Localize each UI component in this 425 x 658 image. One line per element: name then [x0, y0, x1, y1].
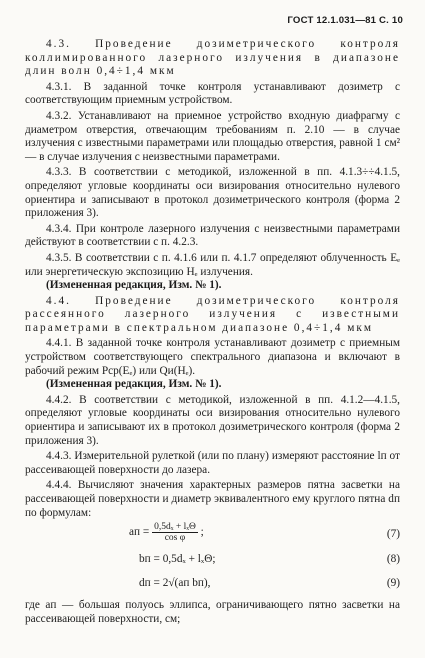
formula-9-number: (9) [386, 577, 400, 590]
amendment-note-2: (Измененная редакция, Изм. № 1). [46, 378, 222, 391]
formula-7-tail: ; [200, 526, 204, 539]
document-body [25, 38, 400, 626]
paragraph-4-4-1: 4.4.1. В заданной точке контроля устанавливают дозиметр с приемным устройством соответствующего спектрального диапазона и включают в рабочий режим Pср(Eₑ) или Qи(Hₑ). [25, 337, 400, 377]
formula-7-numerator: 0,5dₓ + lₓΘ [154, 522, 196, 533]
formula-9-body: dп = 2√(aп bп), [139, 577, 211, 590]
paragraph-4-4-3: 4.4.3. Измерительной рулеткой (или по плану) измеряют расстояние lп от рассеивающей поверхности до лазера. [25, 450, 400, 476]
formula-8 [25, 550, 400, 572]
formula-8-number: (8) [386, 553, 400, 566]
definition-where: где aп — большая полуось эллипса, ограничивающего пятно засветки на рассеивающей поверхности, см; [25, 599, 400, 625]
formula-9 [25, 574, 400, 596]
paragraph-4-3-4: 4.3.4. При контроле лазерного излучения с неизвестными параметрами действуют в соответствии с п. 4.2.3. [25, 222, 400, 249]
paragraph-4-3-5: 4.3.5. В соответствии с п. 4.1.6 или п. 4.1.7 определяют облученность Eₑ или энергетическую экспозицию Hₑ излучения. [25, 251, 400, 278]
formula-7-denominator: cos φ [164, 533, 186, 544]
page-header: ГОСТ 12.1.031—81 С. 10 [287, 15, 403, 26]
paragraph-4-3-1: 4.3.1. В заданной точке контроля устанавливают дозиметр с соответствующим приемным устройством. [25, 80, 400, 107]
paragraph-4-3-2: 4.3.2. Устанавливают на приемное устройство входную диафрагму с диаметром отверстия, отвечающим требованиям п. 2.10 — в случае излучения с известными параметрами или площадью отверстия, равной 1 см² — в случае излучения с неизвестными параметрами. [25, 109, 400, 163]
section-4-3-heading: 4.3. Проведение дозиметрического контроля коллимированного лазерного излучения в диапазоне длин волн 0,4÷1,4 мкм [25, 38, 400, 78]
formula-7-lhs: aп = [129, 526, 150, 539]
formula-8-body: bп = 0,5dₓ + lₓΘ; [139, 553, 216, 566]
formula-7-fraction [152, 522, 198, 543]
section-4-4-heading: 4.4. Проведение дозиметрического контроля рассеянного лазерного излучения с известными параметрами в спектральном диапазоне 0,4÷1,4 мкм [25, 294, 400, 334]
paragraph-4-3-3: 4.3.3. В соответствии с методикой, изложенной в пп. 4.1.3÷÷4.1.5, определяют угловые координаты оси визирования относительно нулевого ориентира и записывают в протокол дозиметрического контроля (форма 2 приложения 3). [25, 166, 400, 220]
formula-7-number: (7) [386, 528, 400, 541]
formula-7-body [129, 522, 204, 543]
amendment-note-1: (Измененная редакция, Изм. № 1). [46, 279, 222, 292]
paragraph-4-4-2: 4.4.2. В соответствии с методикой, изложенной в пп. 4.1.2—4.1.5, определяют угловые координаты оси визирования относительно нулевого ориентира и записывают их в протокол дозиметрического контроля (форма 2 приложения 3). [25, 393, 400, 447]
paragraph-4-4-4: 4.4.4. Вычисляют значения характерных размеров пятна засветки на рассеивающей поверхности и диаметр эквивалентного ему круглого пятна dп по формулам: [25, 479, 400, 519]
formula-7 [25, 522, 400, 548]
